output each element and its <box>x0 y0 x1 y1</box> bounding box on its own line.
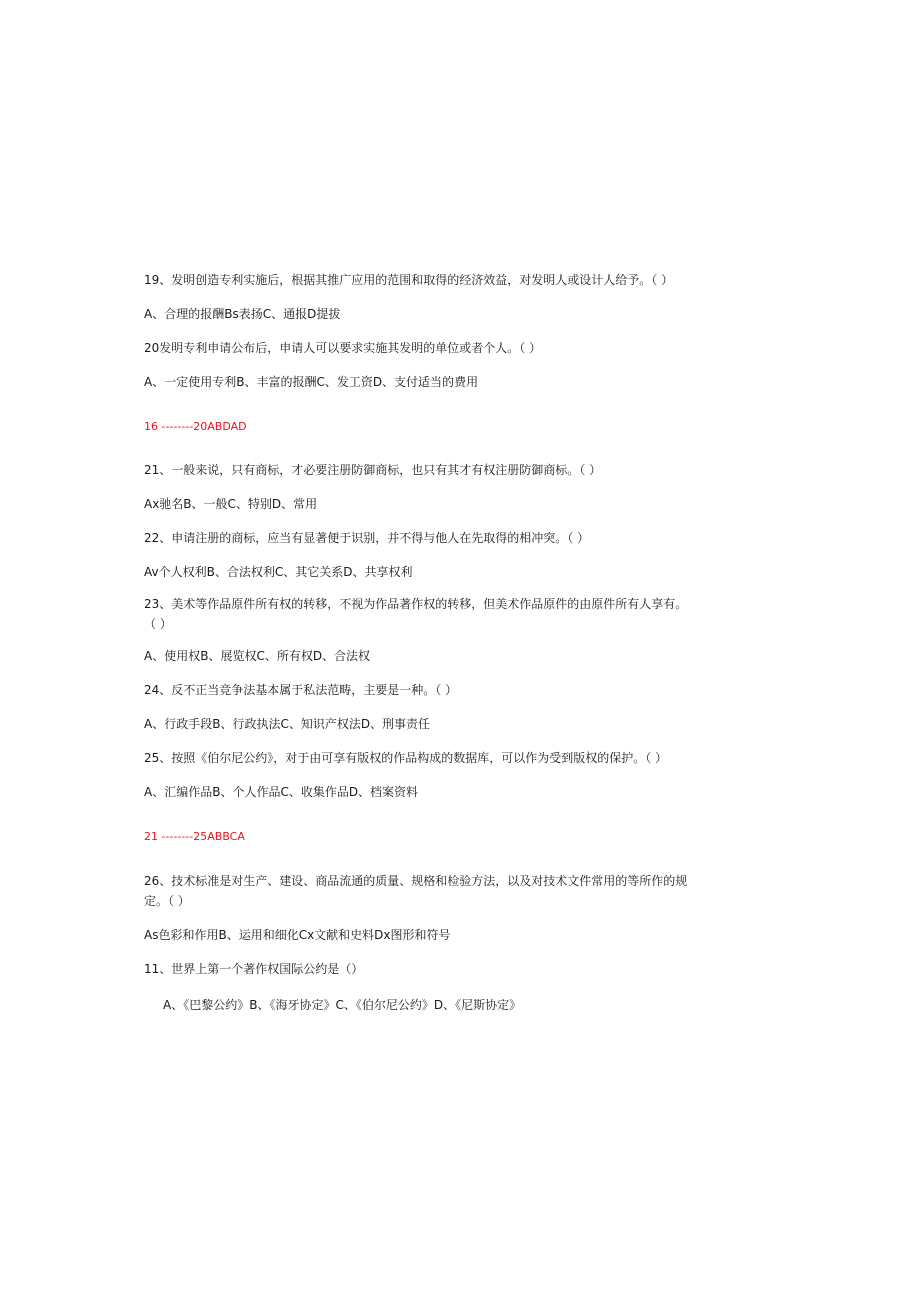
question-23: 23、美术等作品原件所有权的转移，不视为作品著作权的转移，但美术作品原件的由原件所有人享有。（ ） <box>144 597 688 631</box>
question-21-options: Ax驰名B、一般C、特别D、常用 <box>144 497 318 511</box>
question-23-options: A、使用权B、展览权C、所有权D、合法权 <box>144 649 371 663</box>
question-11: 11、世界上第一个著作权国际公约是（） <box>144 962 364 976</box>
question-25: 25、按照《伯尔尼公约》，对于由可享有版权的作品构成的数据库，可以作为受到版权的保护。（ ） <box>144 751 668 765</box>
question-20-options: A、一定使用专利B、丰富的报酬C、发工资D、支付适当的费用 <box>144 375 479 389</box>
question-25-options: A、汇编作品B、个人作品C、收集作品D、档案资料 <box>144 785 419 799</box>
question-22: 22、申请注册的商标，应当有显著便于识别，并不得与他人在先取得的相冲突。（ ） <box>144 531 590 545</box>
answer-key-16-20: 16 --------20ABDAD <box>144 420 247 433</box>
question-26: 26、技术标准是对生产、建设、商品流通的质量、规格和检验方法，以及对技术文件常用的等所作的规定。（ ） <box>144 874 688 908</box>
question-20: 20发明专利申请公布后，申请人可以要求实施其发明的单位或者个人。（ ） <box>144 341 542 355</box>
question-19-options: A、合理的报酬Bs表扬C、通报D提拔 <box>144 307 341 321</box>
question-22-options: Av个人权利B、合法权利C、其它关系D、共享权利 <box>144 565 413 579</box>
question-19: 19、发明创造专利实施后，根据其推广应用的范围和取得的经济效益，对发明人或设计人给予。（ ） <box>144 273 674 287</box>
question-24-options: A、行政手段B、行政执法C、知识产权法D、刑事责任 <box>144 717 431 731</box>
question-24: 24、反不正当竞争法基本属于私法范畴，主要是一种。（ ） <box>144 683 458 697</box>
question-11-options: A、《巴黎公约》B、《海牙协定》C、《伯尔尼公约》D、《尼斯协定》 <box>163 998 522 1012</box>
answer-key-21-25: 21 --------25ABBCA <box>144 830 245 843</box>
question-21: 21、一般来说，只有商标，才必要注册防御商标，也只有其才有权注册防御商标。（ ） <box>144 463 602 477</box>
question-26-options: As色彩和作用B、运用和细化Cx文献和史料Dx图形和符号 <box>144 928 451 942</box>
